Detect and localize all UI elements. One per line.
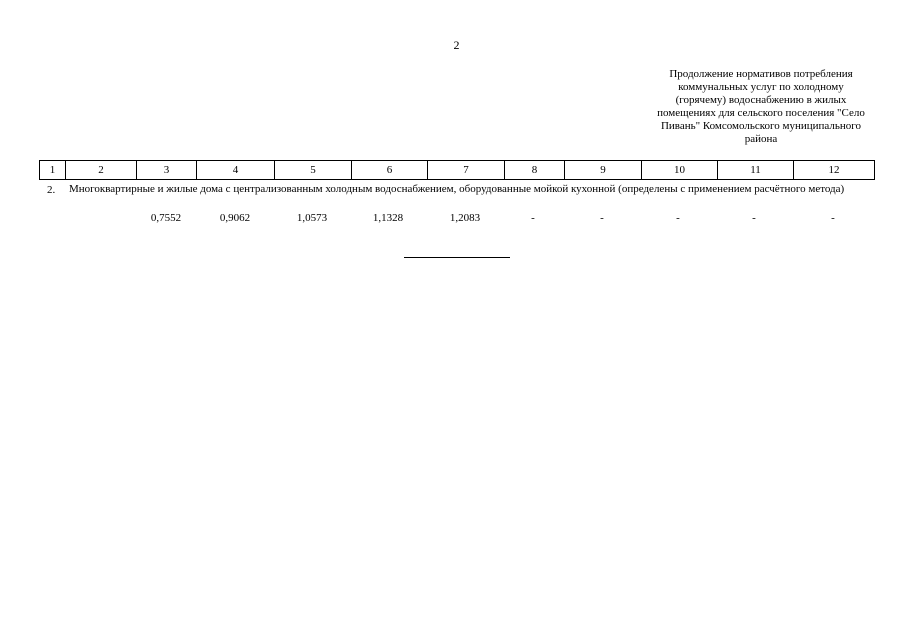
column-header: 5 <box>275 161 352 180</box>
end-divider-line <box>404 257 510 258</box>
column-header: 7 <box>428 161 505 180</box>
header-row <box>40 161 875 180</box>
column-header: 11 <box>718 161 794 180</box>
table-cell-value: - <box>676 212 680 224</box>
table-cell-value: - <box>752 212 756 224</box>
table-cell-value: 1,2083 <box>449 212 481 224</box>
column-header: 8 <box>505 161 565 180</box>
page-number: 2 <box>453 38 460 52</box>
table-cell-value: 0,7552 <box>150 212 182 224</box>
continuation-title-line: района <box>744 133 778 145</box>
continuation-title-line: Пивань" Комсомольского муниципального <box>660 120 862 132</box>
column-header: 6 <box>352 161 428 180</box>
row-number: 2. <box>47 184 56 196</box>
column-header: 2 <box>66 161 137 180</box>
table-cell-value: - <box>531 212 535 224</box>
column-header: 3 <box>137 161 197 180</box>
column-header: 9 <box>565 161 642 180</box>
table-cell-value: 1,0573 <box>296 212 328 224</box>
continuation-title-line: (горячему) водоснабжению в жилых <box>675 94 847 106</box>
table-cell-value: 0,9062 <box>219 212 251 224</box>
row-description: Многоквартирные и жилые дома с централизованным холодным водоснабжением, оборудованные мойкой кухонной (определены с применением расчётного метода) <box>69 183 845 195</box>
table-cell-value: 1,1328 <box>372 212 404 224</box>
column-header: 10 <box>642 161 718 180</box>
continuation-title-line: помещениях для сельского поселения "Село <box>657 107 865 119</box>
continuation-title <box>634 68 888 146</box>
column-header: 1 <box>40 161 66 180</box>
continuation-title-line: коммунальных услуг по холодному <box>678 81 844 93</box>
table-cell-value: - <box>831 212 835 224</box>
column-number-header-table <box>39 160 875 180</box>
column-header: 12 <box>794 161 875 180</box>
continuation-title-line: Продолжение нормативов потребления <box>669 68 853 80</box>
table-cell-value: - <box>600 212 604 224</box>
column-header: 4 <box>197 161 275 180</box>
